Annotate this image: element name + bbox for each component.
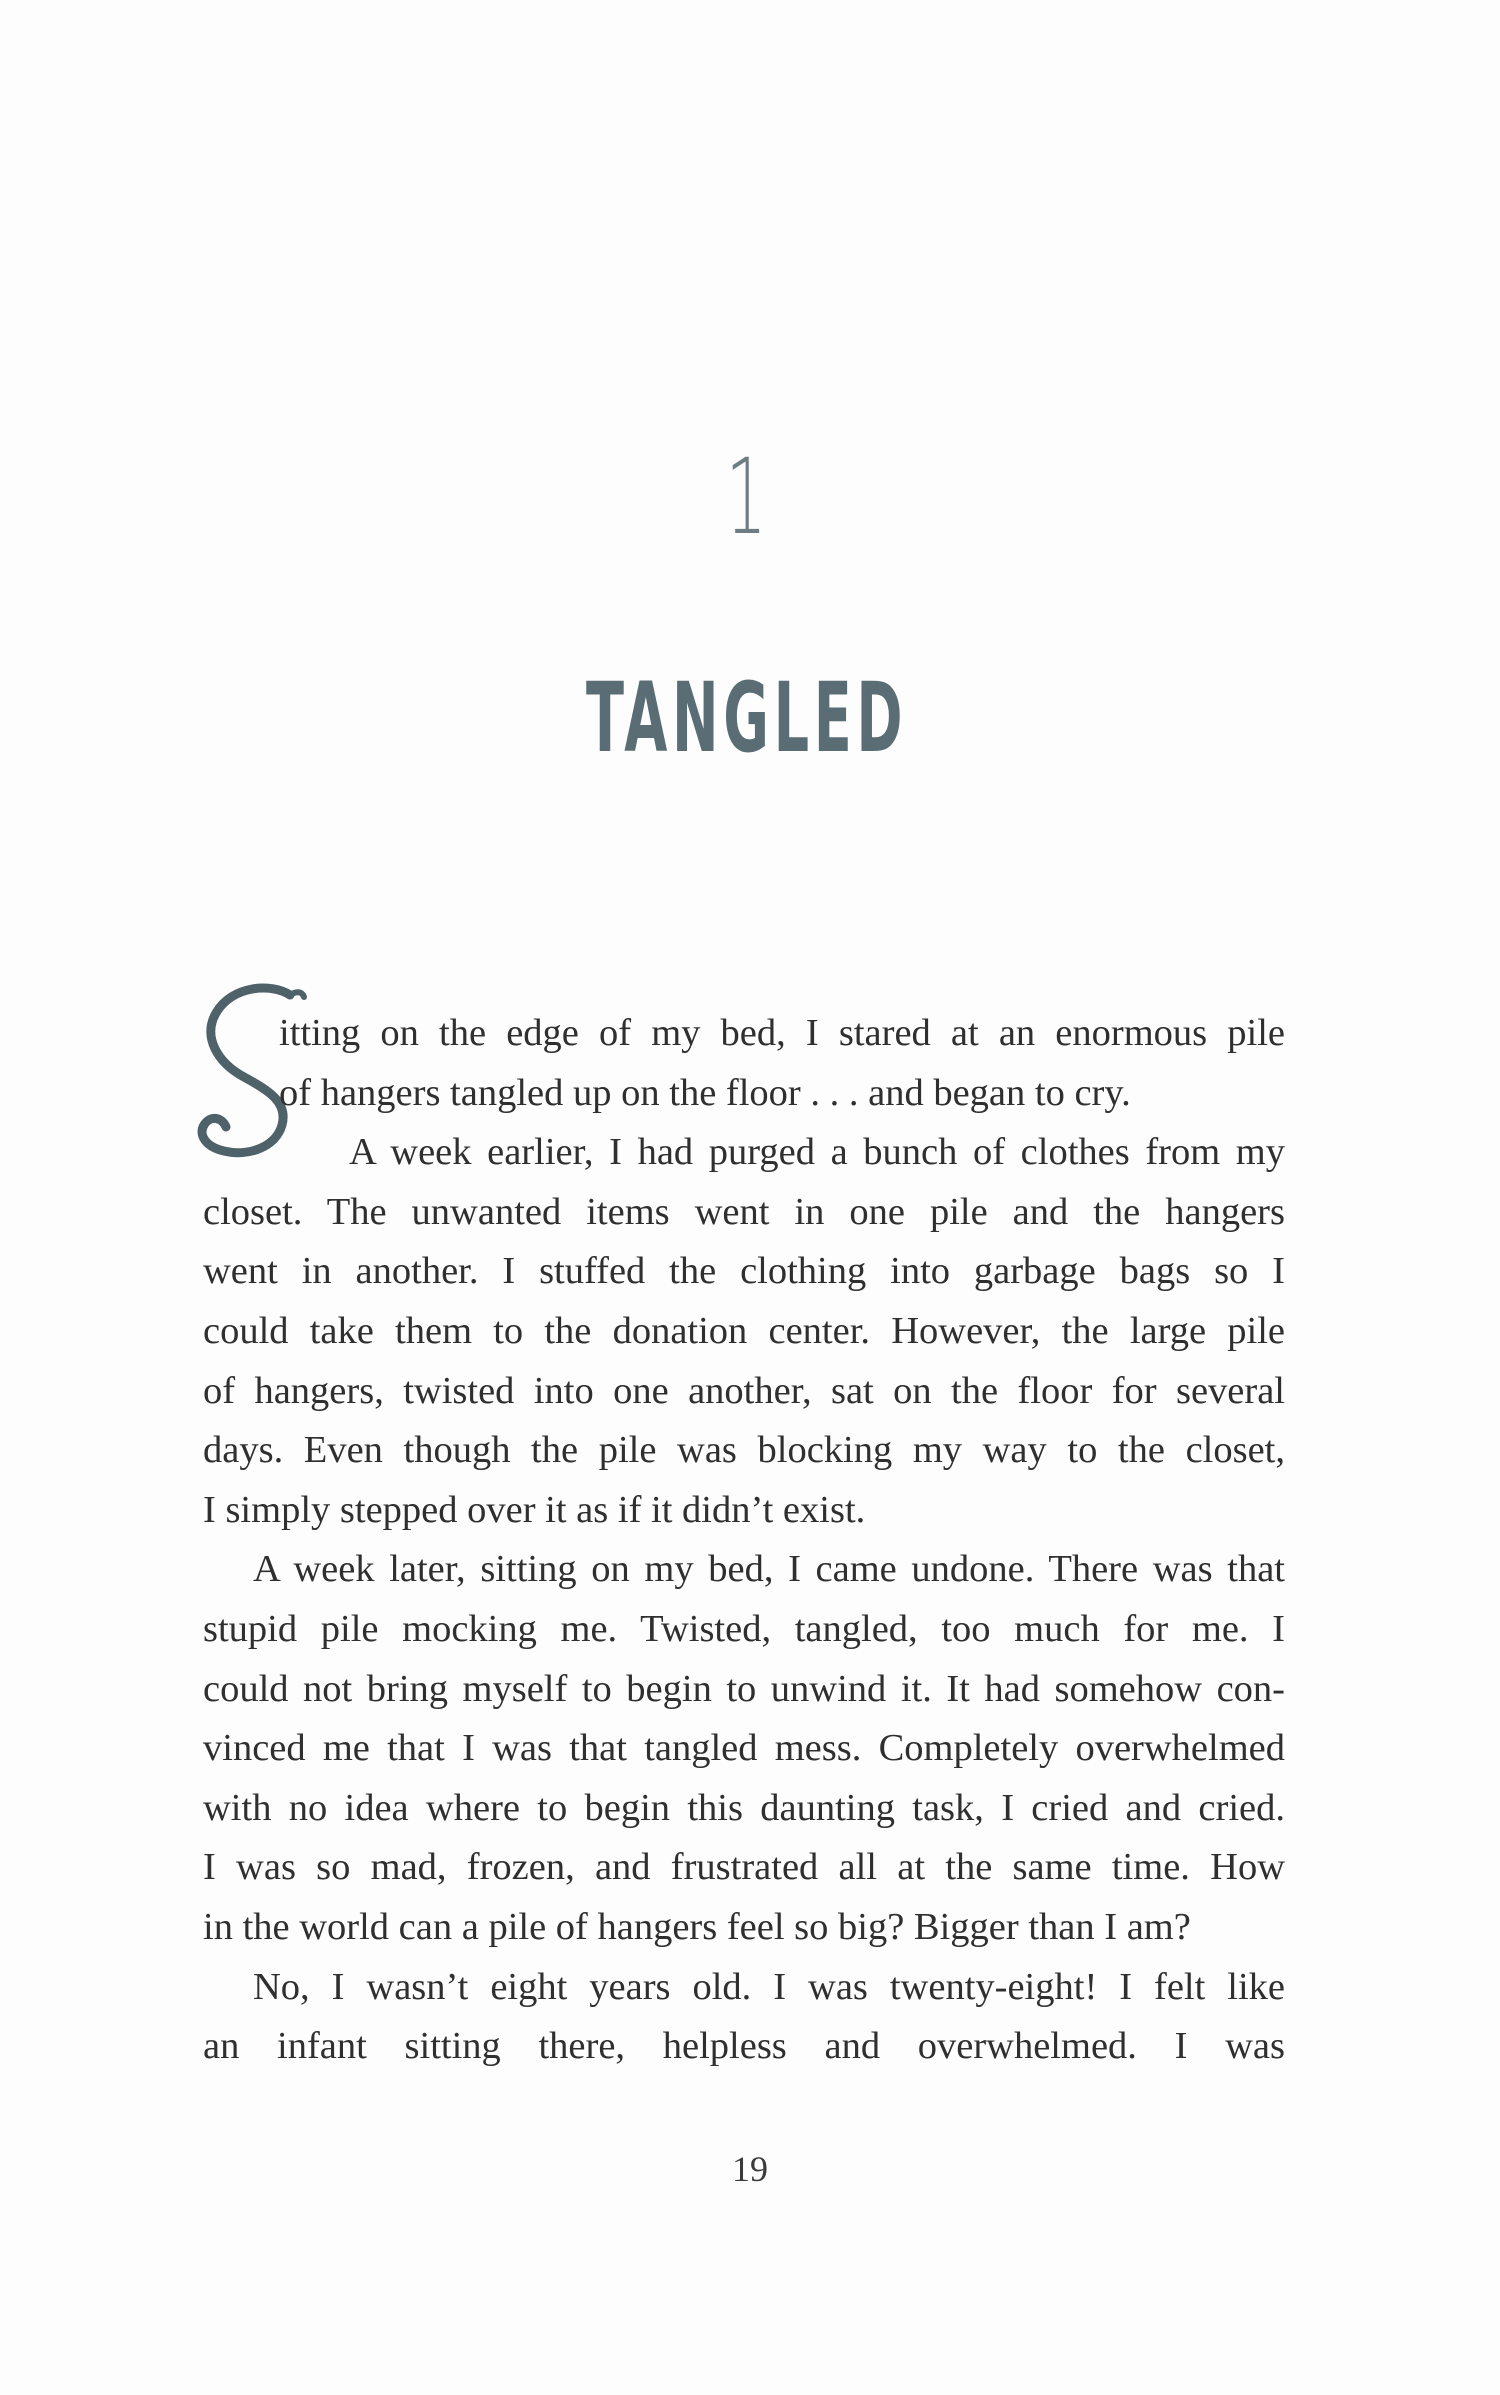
text-line: stupid pile mocking me. Twisted, tangled, too much for me. I: [203, 1607, 1285, 1650]
text-line: with no idea where to begin this daunting task, I cried and cried.: [203, 1786, 1285, 1829]
text-line: days. Even though the pile was blocking my way to the closet,: [203, 1429, 1285, 1472]
page-number: 19: [732, 2149, 768, 2189]
text-line: I simply stepped over it as if it didn’t exist.: [203, 1488, 866, 1531]
text-line: an infant sitting there, helpless and overwhelmed. I was: [203, 2025, 1285, 2068]
text-line: closet. The unwanted items went in one pile and the hangers: [203, 1190, 1285, 1233]
text-line: itting on the edge of my bed, I stared at an enormous pile: [279, 1012, 1285, 1054]
text-line: vinced me that I was that tangled mess. Completely overwhelmed: [203, 1727, 1285, 1770]
text-line: in the world can a pile of hangers feel so big? Bigger than I am?: [203, 1905, 1191, 1948]
body-text: [203, 1004, 1285, 2077]
text-line: A week later, sitting on my bed, I came undone. There was that: [253, 1548, 1285, 1591]
text-line: I was so mad, frozen, and frustrated all at the same time. How: [203, 1846, 1285, 1889]
text-line: of hangers, twisted into one another, sat on the floor for several: [203, 1369, 1285, 1412]
text-line: A week earlier, I had purged a bunch of clothes from my: [349, 1131, 1285, 1174]
chapter-title: TANGLED: [586, 662, 908, 774]
chapter-number: 1: [725, 436, 767, 558]
text-line: No, I wasn’t eight years old. I was twenty-eight! I felt like: [253, 1965, 1285, 2008]
text-line: could take them to the donation center. However, the large pile: [203, 1309, 1285, 1352]
text-line: could not bring myself to begin to unwind it. It had somehow con-: [203, 1667, 1285, 1710]
text-line: went in another. I stuffed the clothing into garbage bags so I: [203, 1250, 1285, 1293]
text-line: of hangers tangled up on the floor . . . and began to cry.: [279, 1071, 1131, 1114]
